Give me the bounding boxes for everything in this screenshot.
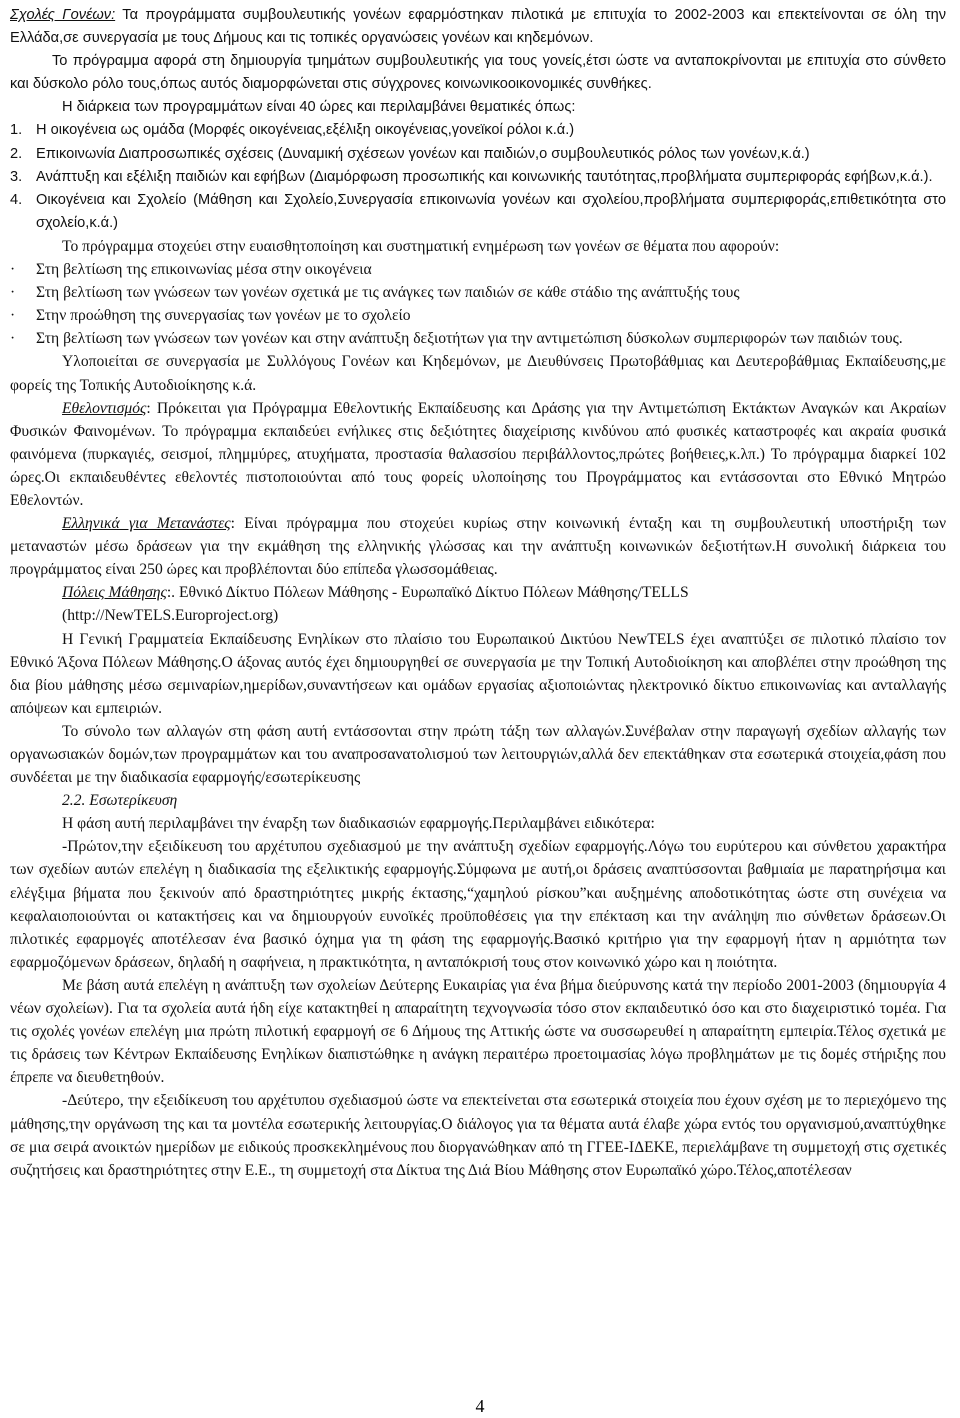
paragraph: -Πρώτον,την εξειδίκευση του αρχέτυπου σχεδιασμού με την ανάπτυξη σχεδίων εφαρμογής.Λόγω του ευρύτερου και σύνθετου χαρακτήρα των σχεδίων αυτών επελέγη η διαδικασία της εξελικτικής εφαρμογής.Σύμφωνα με αυτή,οι δράσεις αναπτύσσονται βαθμιαία με παρατηρήσιμα και ελέγξιμα βήματα που ξεκινούν από δραστηριότητες μικρής έκτασης,“χαμηλού ρίσκου”και αυξημένης αποδοτικότητας ώστε στη συνέχεια να κεφαλαιοποιούνται οι κατακτήσεις και να δημιουργούν ευνοϊκές προϋποθέσεις για την επέκταση και την ανάληψη πιο σύνθετων δράσεων.Οι πιλοτικές εφαρμογές αποτέλεσαν ένα βασικό όχημα για τη φάση της εφαρμογής.Βασικό κριτήριο για την εφαρμογή ήταν η αρμιότητα των εφαρμοζόμενων δράσεων, δηλαδή η σαφήνεια, η πρακτικότητα, η ανταπόκρισή τους στον κοινωνικό χώρο και η ποιότητα.: [10, 838, 946, 971]
section-learning-cities: [10, 581, 946, 789]
page-number: 4: [475, 1396, 485, 1416]
section-label: Σχολές Γονέων:: [10, 7, 116, 23]
section-label: Πόλεις Μάθησης: [62, 584, 167, 602]
topic-list: [10, 119, 946, 234]
list-item: 2. Επικοινωνία Διαπροσωπικές σχέσεις (Δυναμική σχέσεων γονέων και παιδιών,ο συμβουλευτικός ρόλος των γονέων,κ.ά.): [10, 145, 810, 162]
section-greek-for-migrants: Ελληνικά για Μετανάστες: Είναι πρόγραμμα που στοχεύει κυρίως στην κοινωνική ένταξη και τη συμβουλευτική υποστήριξη των μεταναστών μέσω δράσεων για την εκμάθηση της ελληνικής γλώσσας και την ανάπτυξη κοινωνικών δεξιοτήτων.Η συνολική διάρκεια του προγράμματος είναι 250 ώρες και προβλέπονται δύο επίπεδα γλωσσομάθειας.: [10, 515, 946, 579]
bullet-list: [10, 258, 946, 350]
section-parent-schools: [10, 4, 946, 235]
paragraph: Σχολές Γονέων: Τα προγράμματα συμβουλευτικής γονέων εφαρμόστηκαν πιλοτικά με επιτυχία το 2002-2003 και επεκτείνονται σε όλη την Ελλάδα,σε συνεργασία με τους Δήμους και τις τοπικές οργανώσεις γονέων και κηδεμόνων.: [10, 7, 946, 47]
list-item: 3. Ανάπτυξη και εξέλιξη παιδιών και εφήβων (Διαμόρφωση προσωπικής και κοινωνικής ταυτότητας,προβλήματα συμπεριφοράς εφήβων,κ.ά.).: [10, 168, 933, 185]
paragraph: Το πρόγραμμα στοχεύει στην ευαισθητοποίηση και συστηματική ενημέρωση των γονέων σε θέματα που αφορούν:: [62, 237, 780, 255]
list-item: · Στη βελτίωση των γνώσεων των γονέων και στην ανάπτυξη δεξιοτήτων για την αντιμετώπιση δύσκολων συμπεριφορών των παιδιών τους.: [10, 330, 903, 348]
list-item: 4. Οικογένεια και Σχολείο (Μάθηση και Σχολείο,Συνεργασία επικοινωνία γονέων και σχολείου,προβλήματα συμπεριφοράς,επιθετικότητα στο σχολείο,κ.ά.): [10, 191, 946, 231]
paragraph: Το πρόγραμμα αφορά στη δημιουργία τμημάτων συμβουλευτικής για τους γονείς,έτσι ώστε να ανταποκρίνονται με επιτυχία στο σύνθετο και δύσκολο ρόλο τους,όπως αυτός διαμορφώνεται στις σύγχρονες κοινωνικοοικονομικές συνθήκες.: [10, 53, 946, 93]
paragraph: Η διάρκεια των προγραμμάτων είναι 40 ώρες και περιλαμβάνει θεματικές όπως:: [62, 99, 576, 116]
section-volunteering: Εθελοντισμός: Πρόκειται για Πρόγραμμα Εθελοντικής Εκπαίδευσης και Δράσης για την Αντιμετώπιση Εκτάκτων Αναγκών και Ακραίων Φυσικών Φαινομένων. Το πρόγραμμα εκπαιδεύει ενήλικες στις δεξιότητες διαχείρισης κινδύνου από φυσικές καταστροφές και ακραία φυσικά φαινόμενα (πυρκαγιές, σεισμοί, πλημμύρες, ατυχήματα, προστασία θαλασσίου περιβάλλοντος,πρώτες βοήθειες,κ.λπ.) Το πρόγραμμα διαρκεί 102 ώρες.Οι εκπαιδευθέντες εθελοντές πιστοποιούνται από τους φορείς υλοποίησης του Προγράμματος και εντάσσονται στο Εθνικό Μητρώο Εθελοντών.: [10, 399, 946, 509]
section-label: Ελληνικά για Μετανάστες: [62, 515, 231, 533]
paragraph: Το σύνολο των αλλαγών στη φάση αυτή εντάσσονται στην πρώτη τάξη των αλλαγών.Συνέβαλαν στην παραγωγή σχεδίων αλλαγής των οργανωσιακών δομών,των προγραμμάτων και του αναπροσανατολισμού των λειτουργιών,αλλά δεν επεκτάθηκαν στα εσωτερικά στοιχεία,φάση που συνδέεται με την διαδικασία εφαρμογής/εσωτερίκευσης: [10, 722, 946, 787]
section-label: Εθελοντισμός: [62, 399, 147, 417]
paragraph: Με βάση αυτά επελέγη η ανάπτυξη των σχολείων Δεύτερης Ευκαιρίας για ένα βήμα διεύρυνσης κατά την περίοδο 2001-2003 (δημιουργία 4 νέων σχολείων). Για τα σχολεία αυτά ήδη είχε κατακτηθεί η απαραίτητη τεχνογνωσία τόσο στον εκπαιδευτικό όσο και στο διαχειριστικό τομέα. Για τις σχολές γονέων επελέγη μια πρώτη πιλοτική εφαρμογή σε 6 Δήμους της Αττικής ώστε να συσσωρευθεί η απαραίτητη εμπειρία.Τέλος σχετικά με τις δράσεις των Κέντρων Εκπαίδευσης Ενηλίκων διαπιστώθηκε η ανάγκη περαιτέρω προετοιμασίας λόγω προβλημάτων με τις δομές στήριξης που έπρεπε να διευθετηθούν.: [10, 976, 946, 1087]
paragraph: Υλοποιείται σε συνεργασία με Συλλόγους Γονέων και Κηδεμόνων, με Διευθύνσεις Πρωτοβάθμιας και Δευτεροβάθμιας Εκπαίδευσης,με φορείς της Τοπικής Αυτοδιοίκησης κ.ά.: [10, 353, 946, 394]
list-item: 1. Η οικογένεια ως ομάδα (Μορφές οικογένειας,εξέλιξη οικογένειας,γονεϊκοί ρόλοι κ.ά.): [10, 122, 575, 139]
section-internalization: [10, 789, 946, 1182]
list-item: · Στη βελτίωση των γνώσεων των γονέων σχετικά με τις ανάγκες των παιδιών σε κάθε στάδιο της ανάπτυξής τους: [10, 284, 740, 302]
paragraph: -Δεύτερο, την εξειδίκευση του αρχέτυπου σχεδιασμού ώστε να επεκτείνεται στα εσωτερικά στοιχεία που έχουν σχέση με το περιεχόμενο της μάθησης,την οργάνωση της και τα μοντέλα εσωτερικής λειτουργίας.Ο διάλογος για τα θέματα αυτά έλαβε χώρα εντός του οργανισμού,αναπτύχθηκε σε μια σειρά ανοικτών ημερίδων με ειδικούς προσκεκλημένους που διοργανώθηκαν από τη ΓΓΕΕ-ΙΔΕΚΕ, περιελάμβανε τη συμμετοχή στις σχετικές συζητήσεις και δραστηριότητες στην Ε.Ε., τη συμμετοχή στα Δίκτυα της Διά Βίου Μάθησης στον Ευρωπαϊκό χώρο.Τέλος,αποτέλεσαν: [10, 1092, 946, 1179]
paragraph: Πόλεις Μάθησης:. Εθνικό Δίκτυο Πόλεων Μάθησης - Ευρωπαϊκό Δίκτυο Πόλεων Μάθησης/TELLS: [62, 584, 689, 602]
project-url: (http://NewTELS.Europroject.org): [62, 607, 279, 625]
list-item: · Στην προώθηση της συνεργασίας των γονέων με το σχολείο: [10, 307, 411, 325]
list-item: · Στη βελτίωση της επικοινωνίας μέσα στην οικογένεια: [10, 261, 372, 279]
section-heading: 2.2. Εσωτερίκευση: [62, 792, 178, 810]
paragraph: Η φάση αυτή περιλαμβάνει την έναρξη των διαδικασιών εφαρμογής.Περιλαμβάνει ειδικότερα:: [62, 815, 655, 833]
paragraph: Η Γενική Γραμματεία Εκπαίδευσης Ενηλίκων στο πλαίσιο του Ευρωπαικού Δικτύου NewTELS έχει αναπτύξει σε πιλοτικό πλαίσιο τον Εθνικό Άξονα Πόλεων Μάθησης.Ο άξονας αυτός έχει δημιουργηθεί σε συνεργασία με την Τοπική Αυτοδιοίκηση και αποβλέπει στην προώθηση της δια βίου μάθησης μέσω σεμιναρίων,ημερίδων,συναντήσεων και ομάδων εργασίας αξιοποιώντας ηλεκτρονικό δίκτυο επικοινωνίας και ανταλλαγής απόψεων και εμπειριών.: [10, 630, 946, 717]
